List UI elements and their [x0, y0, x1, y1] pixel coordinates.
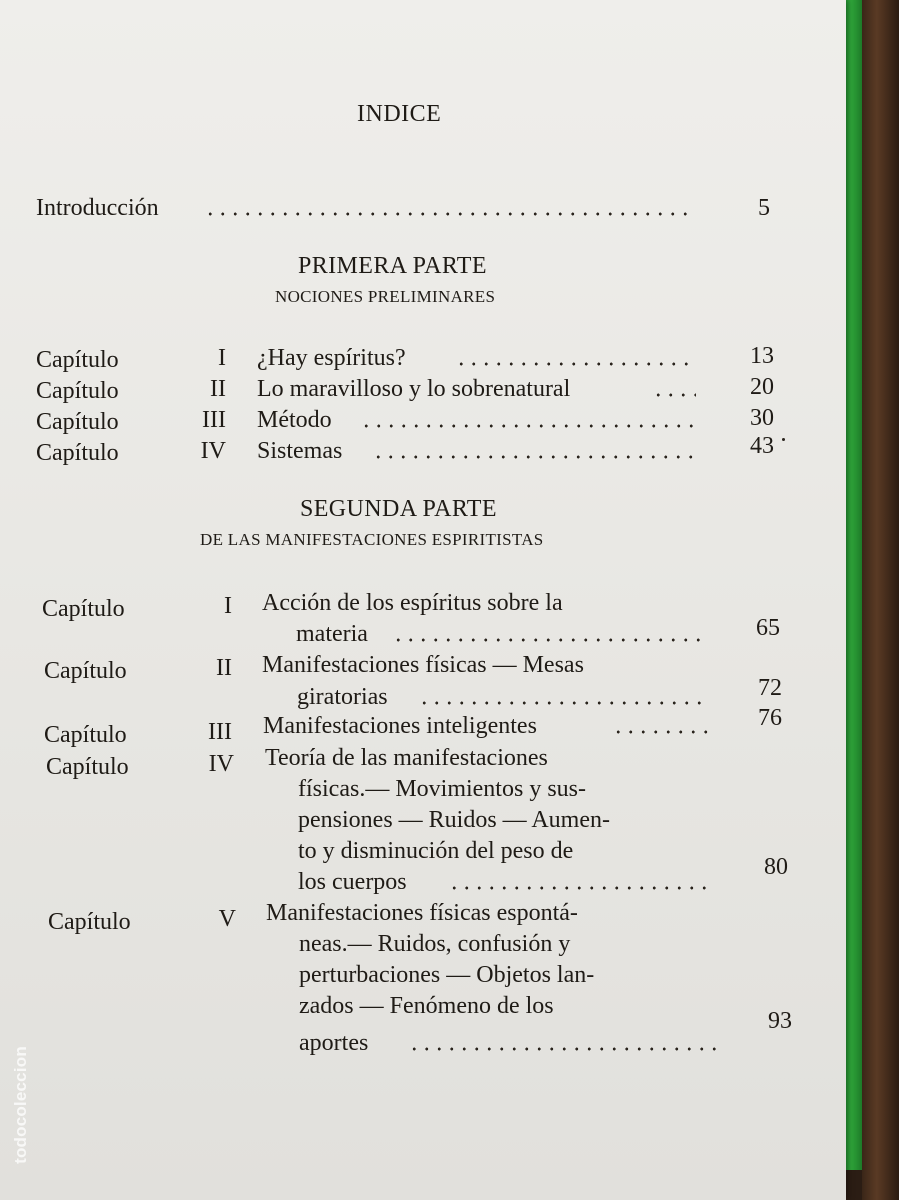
chapter-number: III: [208, 719, 232, 745]
leader-dots: [392, 638, 704, 642]
chapter-word: Capítulo: [46, 754, 129, 780]
chapter-title-line: los cuerpos: [298, 869, 407, 895]
part-heading: SEGUNDA PARTE: [300, 496, 497, 522]
chapter-number: II: [210, 376, 226, 402]
chapter-word: Capítulo: [36, 347, 119, 373]
leader-dots: [408, 1047, 718, 1051]
chapter-title-line: Acción de los espíritus sobre la: [262, 590, 563, 616]
leader-dots: [448, 886, 710, 890]
chapter-word: Capítulo: [44, 722, 127, 748]
chapter-title-line: perturbaciones — Objetos lan-: [299, 962, 595, 988]
chapter-word: Capítulo: [44, 658, 127, 684]
chapter-title-line: Teoría de las manifestaciones: [265, 745, 548, 771]
watermark-logo: todocoleccion: [11, 1046, 30, 1164]
chapter-number: III: [202, 407, 226, 433]
chapter-title-line: materia: [296, 621, 368, 647]
chapter-page: 80: [764, 854, 788, 880]
chapter-number: II: [216, 655, 232, 681]
chapter-title-line: to y disminución del peso de: [298, 838, 574, 864]
part-heading: PRIMERA PARTE: [298, 253, 487, 279]
chapter-page: 30: [750, 405, 774, 431]
chapter-title: Manifestaciones inteligentes: [263, 713, 537, 739]
chapter-title-line: neas.— Ruidos, confusión y: [299, 931, 571, 957]
chapter-title-line: pensiones — Ruidos — Aumen-: [298, 807, 610, 833]
chapter-title: Método: [257, 407, 332, 433]
chapter-title: Lo maravilloso y lo sobrenatural: [257, 376, 571, 402]
chapter-number: I: [218, 345, 226, 371]
chapter-page: 76: [758, 705, 782, 731]
chapter-page: 93: [768, 1008, 792, 1034]
chapter-title: ¿Hay espíritus?: [257, 345, 406, 371]
chapter-number: V: [218, 906, 236, 932]
leader-dots: [455, 362, 695, 366]
chapter-page: 43: [750, 433, 774, 459]
chapter-page: 72: [758, 675, 782, 701]
chapter-page: 20: [750, 374, 774, 400]
chapter-title-line: zados — Fenómeno de los: [299, 993, 554, 1019]
intro-label: Introducción: [36, 195, 159, 221]
leader-dots: [372, 455, 696, 459]
chapter-number: I: [224, 593, 232, 619]
chapter-word: Capítulo: [36, 378, 119, 404]
part-subheading: DE LAS MANIFESTACIONES ESPIRITISTAS: [200, 530, 544, 549]
chapter-word: Capítulo: [36, 440, 119, 466]
chapter-title-line: Manifestaciones físicas espontá-: [266, 900, 578, 926]
part-subheading: NOCIONES PRELIMINARES: [275, 287, 496, 306]
ink-speck: [782, 438, 785, 441]
leader-dots: [360, 424, 696, 428]
chapter-title: Sistemas: [257, 438, 343, 464]
chapter-page: 13: [750, 343, 774, 369]
leader-dots: [204, 212, 696, 216]
chapter-title-line: aportes: [299, 1030, 369, 1056]
chapter-number: IV: [200, 438, 226, 464]
leader-dots: [652, 393, 696, 397]
chapter-page: 65: [756, 615, 780, 641]
leader-dots: [612, 730, 708, 734]
chapter-title-line: físicas.— Movimientos y sus-: [298, 776, 586, 802]
leader-dots: [418, 701, 706, 705]
chapter-word: Capítulo: [48, 909, 131, 935]
chapter-title-line: giratorias: [297, 684, 388, 710]
chapter-word: Capítulo: [42, 596, 125, 622]
page-title: INDICE: [357, 101, 442, 127]
chapter-number: IV: [208, 751, 234, 777]
wood-surface: [862, 0, 899, 1200]
intro-page: 5: [758, 195, 770, 221]
chapter-title-line: Manifestaciones físicas — Mesas: [262, 652, 584, 678]
chapter-word: Capítulo: [36, 409, 119, 435]
